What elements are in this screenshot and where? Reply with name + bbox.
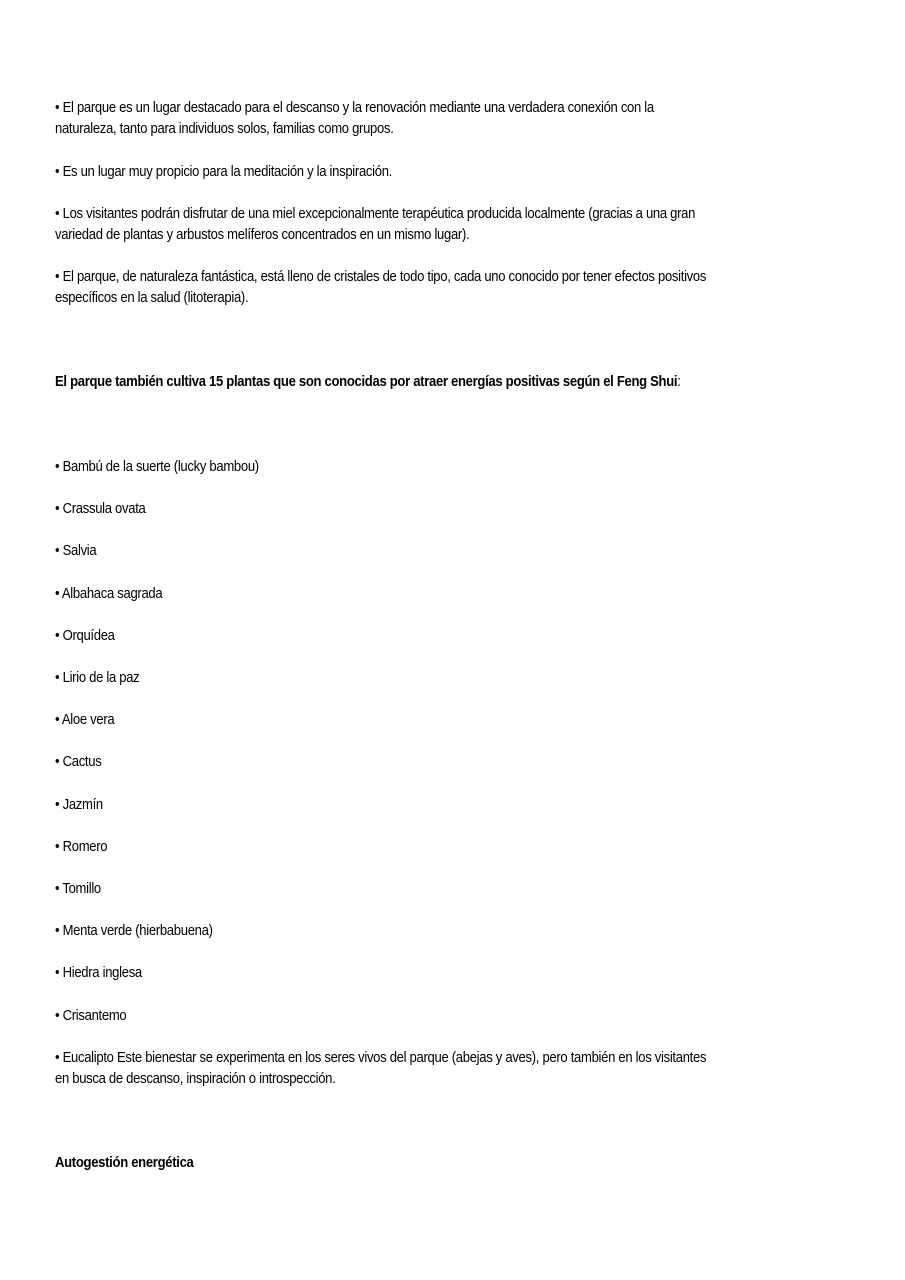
intro-bullet-meditacion (55, 161, 855, 182)
text-line: • Es un lugar muy propicio para la meditación y la inspiración. (55, 163, 392, 180)
intro-bullet-miel (55, 203, 855, 245)
plant-list-item: • Jazmín (55, 796, 103, 813)
plant-list-item: • Crisantemo (55, 1007, 127, 1024)
text-line: variedad de plantas y arbustos melíferos concentrados en un mismo lugar). (55, 226, 470, 243)
text-line: específicos en la salud (litoterapia). (55, 289, 249, 306)
text-line: • El parque es un lugar destacado para el descanso y la renovación mediante una verdadera conexión con la (55, 99, 654, 116)
intro-bullet-cristales (55, 266, 855, 308)
plant-list-item: • Aloe vera (55, 711, 115, 728)
plants-heading (55, 371, 855, 392)
plant-list-item: • Salvia (55, 542, 97, 559)
plant-list-item: • Bambú de la suerte (lucky bambou) (55, 458, 259, 475)
plant-list-item: • Hiedra inglesa (55, 964, 142, 981)
plant-list-item-eucalipto (55, 1047, 855, 1089)
plants-heading-text: El parque también cultiva 15 plantas que son conocidas por atraer energías positivas según el Feng Shui (55, 373, 678, 390)
text-line: • Eucalipto Este bienestar se experimenta en los seres vivos del parque (abejas y aves), pero también en los visitantes (55, 1049, 707, 1066)
text-line: naturaleza, tanto para individuos solos, familias como grupos. (55, 120, 394, 137)
plant-list-item: • Orquídea (55, 627, 115, 644)
plant-list-item: • Lirio de la paz (55, 669, 140, 686)
plant-list-item: • Crassula ovata (55, 500, 146, 517)
text-line: • El parque, de naturaleza fantástica, está lleno de cristales de todo tipo, cada uno conocido por tener efectos positivos (55, 268, 707, 285)
plant-list-item: • Cactus (55, 753, 102, 770)
text-line: • Los visitantes podrán disfrutar de una miel excepcionalmente terapéutica producida localmente (gracias a una gran (55, 205, 696, 222)
plant-list-item: • Menta verde (hierbabuena) (55, 922, 213, 939)
plant-list-item: • Romero (55, 838, 108, 855)
section-heading: Autogestión energética (55, 1154, 194, 1171)
plant-list-item: • Albahaca sagrada (55, 585, 163, 602)
plants-heading-colon: : (677, 373, 681, 390)
text-line: en busca de descanso, inspiración o introspección. (55, 1070, 336, 1087)
intro-bullet-descanso (55, 97, 855, 139)
plant-list-item: • Tomillo (55, 880, 101, 897)
